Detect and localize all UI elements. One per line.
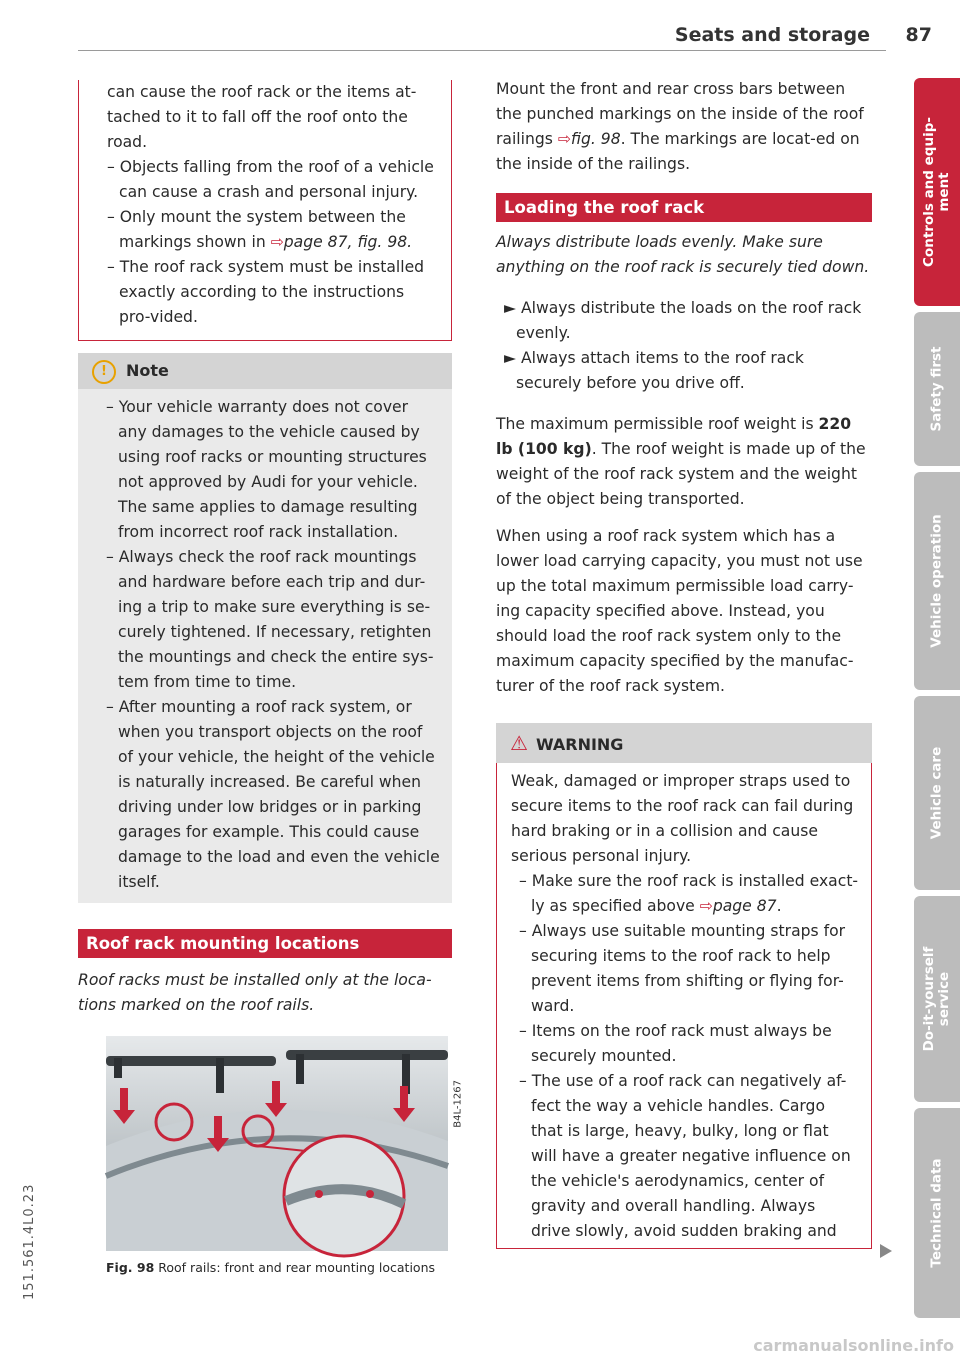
warning-box — [496, 723, 872, 1249]
figure-image — [106, 1036, 464, 1251]
page-number: 87 — [905, 24, 932, 46]
warning-cont-item: – The roof rack system must be installed exactly according to the instructions pro-vided. — [107, 258, 425, 326]
mounting-paragraph: Mount the front and rear cross bars between the punched markings on the inside of the roof railings ⇨fig. 98. The markings are locat-ed on the inside of the railings. — [496, 80, 864, 173]
warning-item: – Make sure the roof rack is installed exact-ly as specified above ⇨page 87. — [519, 872, 859, 915]
arrow-ref-icon: ⇨ — [557, 130, 571, 148]
warning-item: – The use of a roof rack can negatively af-fect the way a vehicle handles. Cargo that is large, heavy, bulky, long or flat will have a greater negative influence on the vehicle's aerodynamics, center of gravity and overall handling. Always drive slowly, avoid sudden braking and — [519, 1072, 851, 1240]
tab-controls[interactable]: Controls and equip- ment — [914, 78, 960, 306]
warning-triangle-icon: ⚠ — [510, 731, 528, 755]
note-item: – Always check the roof rack mountings and hardware before each trip and dur-ing a trip to make sure everything is se-curely tightened. If necessary, retighten the mountings and check the entire sys-tem from time to time. — [106, 548, 434, 691]
note-title: Note — [126, 361, 169, 380]
note-item: – After mounting a roof rack system, or when you transport objects on the roof of your vehicle, the height of the vehicle is naturally increased. Be careful when driving under low bridges or in parking garages for example. This could cause damage to the load and even the vehicle itself. — [106, 698, 440, 891]
arrow-ref-icon: ⇨ — [270, 233, 284, 251]
warning-cont-item: – Objects falling from the roof of a vehicle can cause a crash and personal injury. — [107, 158, 434, 201]
footer-watermark: carmanualsonline.info — [753, 1336, 954, 1355]
left-column — [78, 80, 464, 1280]
warning-cont-intro: can cause the roof rack or the items at-tached to it to fall off the roof onto the road. — [107, 83, 417, 151]
figure-code: B4L-1267 — [453, 1080, 464, 1128]
section-heading-loading: Loading the roof rack — [496, 193, 872, 222]
figure-caption-text: Roof rails: front and rear mounting locations — [158, 1260, 436, 1275]
tab-vehicle-care[interactable]: Vehicle care — [914, 696, 960, 890]
figure-caption — [106, 1255, 452, 1280]
capacity-paragraph: When using a roof rack system which has a lower load carrying capacity, you must not use up the total maximum permissible load carry-ing capacity specified above. Instead, you should load the roof rack system only to the maximum capacity specified by the manufac-turer of the roof rack system. — [496, 527, 863, 695]
step-item: ► Always attach items to the roof rack securely before you drive off. — [504, 349, 804, 392]
roof-weight-paragraph: The maximum permissible roof weight is 220 lb (100 kg). The roof weight is made up of the weight of the roof rack system and the weight of the object being transported. — [496, 415, 866, 508]
page-ref-link[interactable]: page 87, fig. 98. — [283, 233, 413, 251]
figure-98 — [106, 1036, 464, 1280]
figure-label: Fig. 98 — [106, 1260, 155, 1275]
continue-arrow-icon — [880, 1244, 892, 1258]
tab-safety-first[interactable]: Safety first — [914, 312, 960, 466]
warning-continuation — [78, 80, 452, 341]
warning-header — [496, 723, 872, 763]
warning-cont-item: – Only mount the system between the markings shown in ⇨page 87, fig. 98. — [107, 208, 413, 251]
tab-technical-data[interactable]: Technical data — [914, 1108, 960, 1318]
tab-do-it-yourself[interactable]: Do-it-yourself service — [914, 896, 960, 1102]
tab-vehicle-operation[interactable]: Vehicle operation — [914, 472, 960, 690]
note-info-icon: ! — [92, 360, 116, 384]
arrow-ref-icon: ⇨ — [699, 897, 713, 915]
warning-body — [496, 763, 872, 1249]
document-id: 151.561.4L0.23 — [22, 1183, 37, 1300]
note-body — [78, 389, 452, 903]
warning-item: – Always use suitable mounting straps for securing items to the roof rack to help prevent items from shifting or flying for-ward. — [519, 922, 846, 1015]
note-box — [78, 353, 452, 903]
section-intro-loading: Always distribute loads evenly. Make sure anything on the roof rack is securely tied down. — [496, 233, 870, 276]
header-title: Seats and storage — [674, 24, 870, 46]
warning-intro: Weak, damaged or improper straps used to secure items to the roof rack can fail during hard braking or in a collision and cause serious personal injury. — [511, 772, 854, 865]
figure-ref-link[interactable]: fig. 98 — [570, 130, 621, 148]
right-column — [496, 77, 872, 1249]
section-heading-mounting: Roof rack mounting locations — [78, 929, 452, 958]
section-intro-mounting: Roof racks must be installed only at the loca-tions marked on the roof rails. — [78, 971, 432, 1014]
page-ref-link[interactable]: page 87 — [712, 897, 777, 915]
warning-item: – Items on the roof rack must always be securely mounted. — [519, 1022, 832, 1065]
note-header — [78, 353, 452, 389]
note-item: – Your vehicle warranty does not cover any damages to the vehicle caused by using roof racks or mounting structures not approved by Audi for your vehicle. The same applies to damage resulting from incorrect roof rack installation. — [106, 398, 427, 541]
header-rule — [78, 50, 886, 51]
roof-rack-illustration — [106, 1036, 448, 1251]
step-item: ► Always distribute the loads on the roof rack evenly. — [504, 299, 862, 342]
warning-title: WARNING — [535, 735, 624, 754]
